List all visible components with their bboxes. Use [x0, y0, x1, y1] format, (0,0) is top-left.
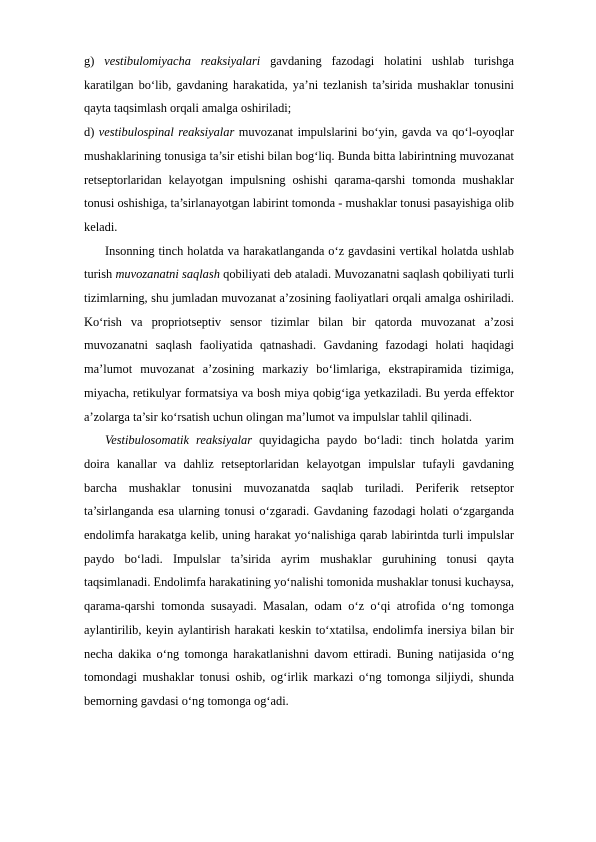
text-segment: d) — [84, 125, 99, 140]
text-segment: gavdaning fazodagi holatini ushlab turishga karatilgan bo‘lib, gavdaning harakatida, ya’ni tezlanish ta’sirida mushaklar tonusini qayta taqsimlash orqali amalga oshiriladi; — [84, 54, 514, 116]
paragraph-muvozanat — [84, 240, 514, 430]
italic-term: vestibulospinal reaksiyalar — [98, 125, 235, 140]
text-segment: g) — [84, 54, 105, 68]
italic-term: vestibulomiyacha reaksiyalari — [104, 54, 261, 68]
paragraph-vestibulospinal — [84, 121, 514, 240]
text-segment: muvozanat impulslarini bo‘yin, gavda va qo‘l-oyoqlar mushaklarining tonusiga ta’sir etishi bilan bog‘liq. Bunda bitta labirintning muvozanat retseptorlaridan kelayotgan impulsning oshishi qarama-qarshi tomonda mushaklar tonusi oshishiga, ta’sirlanayotgan labirint tomonda - mushaklar tonusi pasayishiga olib keladi. — [84, 125, 515, 234]
italic-term: muvozanatni saqlash — [115, 267, 220, 282]
paragraph-vestibulomiyacha — [84, 50, 514, 121]
text-segment: qobiliyati deb ataladi. Muvozanatni saqlash qobiliyati turli tizimlarning, shu jumladan muvozanat a’zosining faoliyatlari orqali amalga oshiriladi. Ko‘rish va propriotseptiv sensor tizimlar bilan bir qatorda muvozanat a’zosi muvozanatni saqlash faoliyatida qatnashadi. Gavdaning fazodagi holati haqidagi ma’lumot muvozanat a’zosining markaziy bo‘limlariga, ekstrapiramida tizimiga, miyacha, retikulyar formatsiya va bosh miya qobig‘iga yetkaziladi. Bu yerda effektor a’zolarga ta’sir ko‘rsatish uchun olingan ma’lumot va impulslar tahlil qilinadi. — [84, 267, 515, 424]
document-page — [84, 50, 514, 714]
text-segment: Insonning tinch holatda va harakatlanganda o‘z gavdasini vertikal holatda ushlab turish — [84, 243, 514, 282]
paragraph-vestibulosomatik — [84, 429, 514, 713]
italic-term: Vestibulosomatik reaksiyalar — [105, 433, 253, 448]
text-segment: quyidagicha paydo bo‘ladi: tinch holatda yarim doira kanallar va dahliz retseptorlaridan kelayotgan impulslar tufayli gavdaning barcha mushaklar tonusini muvozanatda saqlab turiladi. Periferik retseptor ta’sirlanganda esa ularning tonusi o‘zgaradi. Gavdaning fazodagi holati o‘zgarganda endolimfa harakatga kelib, uning harakat yo‘nalishiga qarab labirintda turli impulslar paydo bo‘ladi. Impulslar ta’sirida ayrim mushaklar guruhining tonusi qayta taqsimlanadi. Endolimfa harakatining yo‘nalishi tomonida mushaklar tonusi kuchaysa, qarama-qarshi tomonda susayadi. Masalan, odam o‘z o‘qi atrofida o‘ng tomonga aylantirilib, keyin aylantirish harakati keskin to‘xtatilsa, endolimfa inersiya bilan bir necha dakika o‘ng tomonga harakatlanishni davom ettiradi. Buning natijasida o‘ng tomondagi mushaklar tonusi oshib, og‘irlik markazi o‘ng tomonga siljiydi, shunda bemorning gavdasi o‘ng tomonga og‘adi. — [84, 433, 514, 708]
